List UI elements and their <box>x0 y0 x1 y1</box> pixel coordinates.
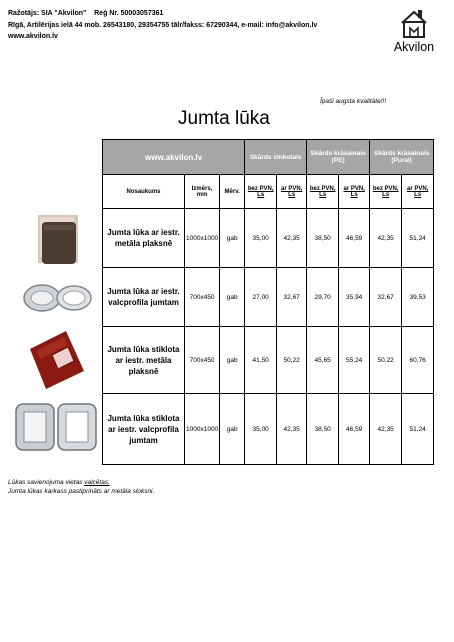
table-row <box>8 209 434 268</box>
product-image-cell <box>8 327 103 394</box>
product-image-cell <box>8 394 103 465</box>
table-website: www.akvilon.lv <box>103 140 245 175</box>
col-without-vat-1: bez PVN, Ls <box>245 175 277 209</box>
footnote-text: Lūkas savienojuma vietas <box>8 479 83 486</box>
footnote <box>8 479 154 496</box>
product-size: 700x450 <box>185 268 220 327</box>
col-with-vat-2: ar PVN, Ls <box>339 175 370 209</box>
price-pural-gross: 39,53 <box>402 268 434 327</box>
col-with-vat-1: ar PVN, Ls <box>277 175 307 209</box>
price-pe-net: 38,50 <box>307 394 339 465</box>
website-line[interactable]: www.akvilon.lv <box>8 33 58 40</box>
price-pural-net: 42,35 <box>370 209 402 268</box>
footnote-link[interactable]: valcētas. <box>84 479 110 486</box>
hatch-metal-flashing-image <box>8 209 102 266</box>
address-line: Rīgā, Artilērijas ielā 44 mob. 26543180, 29354755 tālr/fakss: 67290344, e-mail: info@akvilon.lv <box>8 21 318 29</box>
price-galvanized-net: 35,00 <box>245 394 277 465</box>
col-unit: Mērv. <box>220 175 245 209</box>
glazed-hatch-metal-flashing-image <box>8 327 102 392</box>
product-unit: gab <box>220 327 245 394</box>
table-row <box>8 327 434 394</box>
hatch-roll-profile-image <box>8 268 102 325</box>
price-pural-net: 32,67 <box>370 268 402 327</box>
house-chimney-logo-icon <box>398 9 430 39</box>
product-size: 700x450 <box>185 327 220 394</box>
product-name: Jumta lūka stiklota ar iestr. valcprofila jumtam <box>103 394 185 465</box>
col-without-vat-2: bez PVN, Ls <box>307 175 339 209</box>
producer-line <box>8 8 317 20</box>
product-size: 1000x1000 <box>185 209 220 268</box>
price-galvanized-gross: 42,35 <box>277 394 307 465</box>
price-pe-net: 38,50 <box>307 209 339 268</box>
product-image-cell <box>8 209 103 268</box>
table-group-header-row <box>8 140 434 175</box>
price-galvanized-gross: 32,67 <box>277 268 307 327</box>
price-pe-gross: 35,94 <box>339 268 370 327</box>
quality-slogan: Īpaši augsta kvalitāte!!! <box>320 98 387 105</box>
logo-text: Akvilon <box>393 40 435 54</box>
producer-name: Ražotājs: SIA "Akvilon" <box>8 10 87 17</box>
akvilon-logo <box>386 9 442 54</box>
product-unit: gab <box>220 394 245 465</box>
group-colored-pural: Skārds krāsainais (Pural) <box>370 140 434 175</box>
table-column-header-row <box>8 175 434 209</box>
footnote-line-2: Jumta lūkas karkass pastiprināts ar metāla sloksni. <box>8 487 155 495</box>
glazed-hatch-roll-profile-image <box>8 394 102 463</box>
price-pe-gross: 46,59 <box>339 209 370 268</box>
price-pe-net: 45,65 <box>307 327 339 394</box>
price-pural-net: 42,35 <box>370 394 402 465</box>
price-galvanized-net: 41,50 <box>245 327 277 394</box>
price-pe-net: 29,70 <box>307 268 339 327</box>
price-table <box>8 139 434 465</box>
col-with-vat-3: ar PVN, Ls <box>402 175 434 209</box>
price-galvanized-net: 35,00 <box>245 209 277 268</box>
product-name: Jumta lūka ar iestr. metāla plaksnē <box>103 209 185 268</box>
product-name: Jumta lūka stiklota ar iestr. metāla plaksnē <box>103 327 185 394</box>
price-galvanized-gross: 42,35 <box>277 209 307 268</box>
product-unit: gab <box>220 209 245 268</box>
col-name: Nosaukums <box>103 175 185 209</box>
table-row <box>8 268 434 327</box>
group-colored-pe: Skārds krāsainais (PE) <box>307 140 370 175</box>
price-galvanized-net: 27,00 <box>245 268 277 327</box>
product-image-cell <box>8 268 103 327</box>
price-pe-gross: 55,24 <box>339 327 370 394</box>
group-galvanized: Skārds cinkotais <box>245 140 307 175</box>
registration-number: Reģ Nr. 50003057361 <box>94 10 164 17</box>
col-size: Izmērs, mm <box>185 175 220 209</box>
price-pe-gross: 46,59 <box>339 394 370 465</box>
price-pural-gross: 51,24 <box>402 209 434 268</box>
empty-corner-2 <box>8 175 103 209</box>
page-title: Jumta lūka <box>178 108 270 129</box>
price-pural-net: 50,22 <box>370 327 402 394</box>
col-without-vat-3: bez PVN, Ls <box>370 175 402 209</box>
price-galvanized-gross: 50,22 <box>277 327 307 394</box>
company-header <box>8 8 317 43</box>
empty-corner <box>8 140 103 175</box>
footnote-line-1 <box>8 479 154 488</box>
table-row <box>8 394 434 465</box>
product-unit: gab <box>220 268 245 327</box>
product-size: 1000x1000 <box>185 394 220 465</box>
price-pural-gross: 60,76 <box>402 327 434 394</box>
product-name: Jumta lūka ar iestr. valcprofila jumtam <box>103 268 185 327</box>
price-pural-gross: 51,24 <box>402 394 434 465</box>
